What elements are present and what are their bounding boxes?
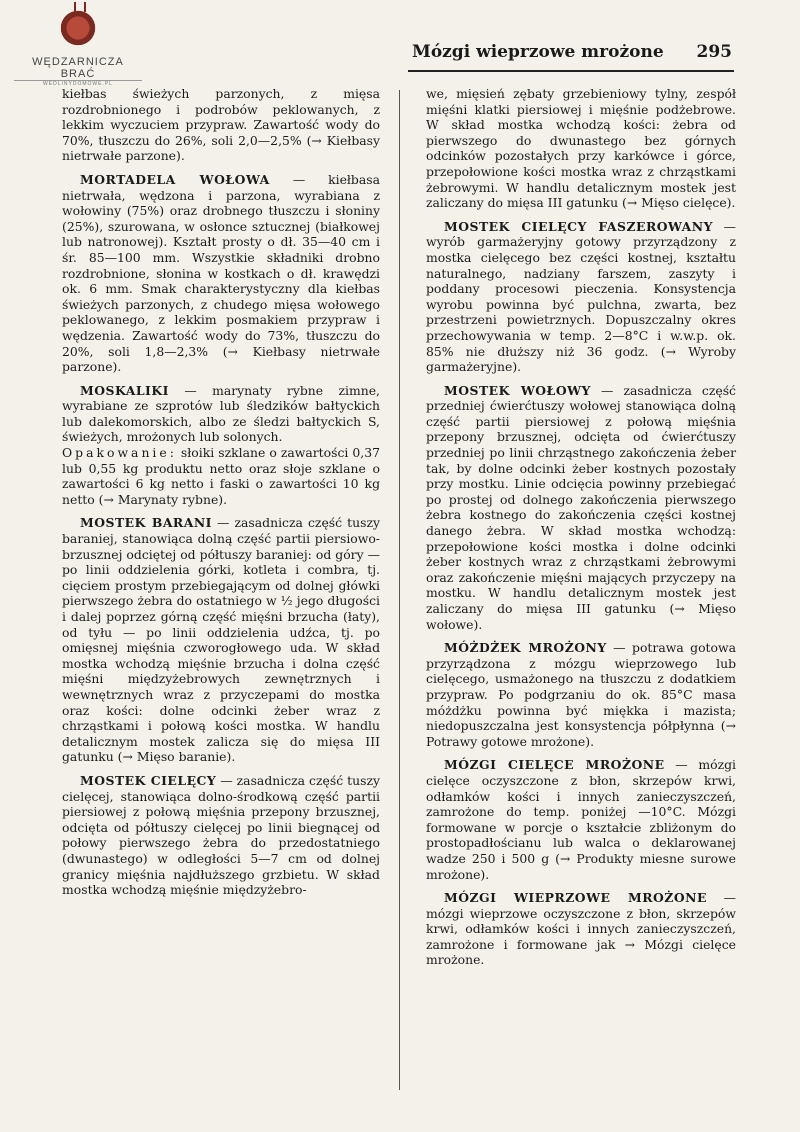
- entry-text: — zasadnicza część przedniej ćwierćtuszy wołowej stanowiąca dolną część partii piersiowej z połową mięśnia przepony brzusznej, odcięta od ćwierćtuszy przedniej po linii chrząstnego zakończenia żeber tak, by dolne odcinki żeber kostnych pozostały przy mostku. Linie odcięcia powinny przebiegać po prostej od dolnego zakończenia pierwszego żebra kostnego do zakończenia części kostnej danego żebra. W skład mostka wchodzą: przepołowione kości mostka i dolne odcinki żeber kostnych wraz z chrząstkami żebrowymi oraz zakończenie mięśni mających przyczepy na mostku. W handlu detalicznym mostek jest zaliczany do mięsa III gatunku (→ Mięso wołowe).: [426, 382, 737, 632]
- entry-headword: MORTADELA WOŁOWA: [80, 171, 270, 187]
- entry-text: — mózgi wieprzowe oczyszczone z błon, skrzepów krwi, odłamków kości i innych zanieczyszczeń, zamrożone i formowane jak → Mózgi cielęce mrożone.: [426, 890, 736, 968]
- entry-headword: MOSTEK BARANI: [80, 515, 212, 531]
- entry-headword: MOSTEK CIELĘCY FASZEROWANY: [444, 218, 713, 234]
- entry-text: — kiełbasa nietrwała, wędzona i parzona, wyrabiana z wołowiny (75%) oraz drobnego tłuszczu i słoniny (25%), szurowana, w osłonce sztucznej (białkowej lub natronowej). Kształt prosty o dł. 35—40 cm i śr. 85—100 mm. Wszystkie składniki drobno rozdrobnione, słonina w kostkach o dł. krawędzi ok. 6 mm. Smak charakterystyczny dla kiełbas świeżych parzonych, z chudego mięsa wołowego peklowanego, z lekkim posmakiem przypraw i wędzenia. Zawartość wody do 73%, tłuszczu do 20%, soli 1,8—2,3% (→ Kiełbasy nietrwałe parzone).: [62, 171, 380, 375]
- entry-headword: MOSKALIKI: [80, 382, 169, 398]
- publisher-logo: [14, 10, 142, 87]
- entry-mozdzek-mrozony: [426, 640, 736, 749]
- running-header: [408, 38, 734, 72]
- logo-url: WEDLINYDOMOWE.PL: [43, 81, 113, 87]
- column-divider: [399, 90, 400, 1090]
- entry-headword: MOSTEK WOŁOWY: [444, 382, 591, 398]
- entry-mozgi-cielece-mrozone: [426, 757, 736, 882]
- smokehouse-emblem-icon: [60, 10, 96, 50]
- entry-text: — potrawa gotowa przyrządzona z mózgu wieprzowego lub cielęcego, usmażonego na tłuszczu z dodatkiem przypraw. Po podgrzaniu do ok. 85°C masa móżdżku powinna być miękka i mazista; niedopuszczalna jest konsystencja półpłynna (→ Potrawy gotowe mrożone).: [426, 640, 736, 749]
- entry-headword: MOSTEK CIELĘCY: [80, 772, 217, 788]
- left-column: [62, 86, 380, 906]
- packaging-label: Opakowanie:: [62, 445, 177, 461]
- entry-mostek-cielecy-faszerowany: [426, 219, 736, 375]
- entry-text: — marynaty rybne zimne, wyrabiane ze szprotów lub śledzików bałtyckich lub dalekomorskich, albo ze śledzi bałtyckich S, świeżych, mrożonych lub solonych.: [62, 382, 380, 445]
- running-title: Mózgi wieprzowe mrożone: [412, 42, 664, 62]
- entry-text: — zasadnicza część tuszy baraniej, stanowiąca dolną część partii piersiowo-brzusznej odciętej od półtuszy baraniej: od góry — po linii oddzielenia górki, kotleta i combra, tj. cięciem prostym przebiegającym od dolnej główki pierwszego żebra do ostatniego w ½ jego długości i dalej poprzez górną część mięśni brzucha (łaty), od tyłu — po linii oddzielenia udźca, tj. po omięsnej mięśnia czworogłowego uda. W skład mostka wchodzą mięśnie brzucha i dolna część mięśni międzyżebrowych zewnętrznych i wewnętrznych wraz z przyczepami do mostka oraz kości: dolne odcinki żeber wraz z chrząstkami i połową kości mostka. W handlu detalicznym mostek zalicza się do mięsa III gatunku (→ Mięso baranie).: [62, 515, 380, 765]
- right-column: [426, 86, 736, 976]
- logo-name: WĘDZARNICZA BRAĆ: [14, 56, 142, 81]
- entry-text: — zasadnicza część tuszy cielęcej, stanowiąca dolno-środkową część partii piersiowej z połową mięśnia przepony brzusznej, odcięta od półtuszy cielęcej po linii biegnącej od połowy pierwszego żebra do przedostatniego (dwunastego) w odległości 5—7 cm od dolnej granicy mięśnia najdłuższego grzbietu. W skład mostka wchodzą mięśnie międzyżebro-: [62, 772, 381, 898]
- page-number: 295: [696, 42, 732, 62]
- entry-headword: MÓŻDŻEK MROŻONY: [444, 640, 607, 656]
- entry-mostek-barani: [62, 515, 380, 765]
- entry-mozgi-wieprzowe-mrozone: [426, 890, 736, 968]
- entry-moskaliki: [62, 383, 380, 508]
- continuation-text: kiełbas świeżych parzonych, z mięsa rozdrobnionego i podrobów peklowanych, z lekkim wyczuciem przypraw. Zawartość wody do 70%, tłuszczu do 26%, soli 2,0—2,5% (→ Kiełbasy nietrwałe parzone).: [62, 86, 380, 164]
- continuation-text: we, mięsień zębaty grzebieniowy tylny, zespół mięśni klatki piersiowej i mięśnie podżebrowe. W skład mostka wchodzą kości: żebra od pierwszego do dwunastego bez górnych odcinków pozostałych przy karkówce i górce, przepołowione kości mostka wraz z chrząstkami żebrowymi. W handlu detalicznym mostek jest zaliczany do mięsa III gatunku (→ Mięso cielęce).: [426, 86, 736, 211]
- entry-mostek-cielecy: [62, 773, 380, 898]
- entry-headword: MÓZGI CIELĘCE MROŻONE: [444, 757, 665, 773]
- entry-text: — wyrób garmażeryjny gotowy przyrządzony z mostka cielęcego bez części kostnej, kształtu naturalnego, nadziany farszem, zaszyty i poddany procesowi pieczenia. Konsystencja wyrobu powinna być pulchna, zwarta, bez przestrzeni powietrznych. Dopuszczalny okres przechowywania w temp. 2—8°C i w.w.p. ok. 85% nie dłuższy niż 36 godz. (→ Wyroby garmażeryjne).: [426, 218, 736, 375]
- packaging-text: słoiki szklane o zawartości 0,37 lub 0,55 kg produktu netto oraz słoje szklane o zawartości 6 kg netto i faski o zawartości 10 kg netto (→ Marynaty rybne).: [62, 445, 380, 507]
- entry-text: — mózgi cielęce oczyszczone z błon, skrzepów krwi, odłamków kości i innych zanieczyszczeń, zamrożone do temp. poniżej —10°C. Mózgi formowane w porcje o kształcie zbliżonym do prostopadłościanu lub walca o deklarowanej wadze 250 i 500 g (→ Produkty miesne surowe mrożone).: [426, 757, 736, 882]
- entry-mortadela-wolowa: [62, 172, 380, 375]
- entry-headword: MÓZGI WIEPRZOWE MROŻONE: [444, 890, 707, 906]
- entry-mostek-wolowy: [426, 383, 736, 633]
